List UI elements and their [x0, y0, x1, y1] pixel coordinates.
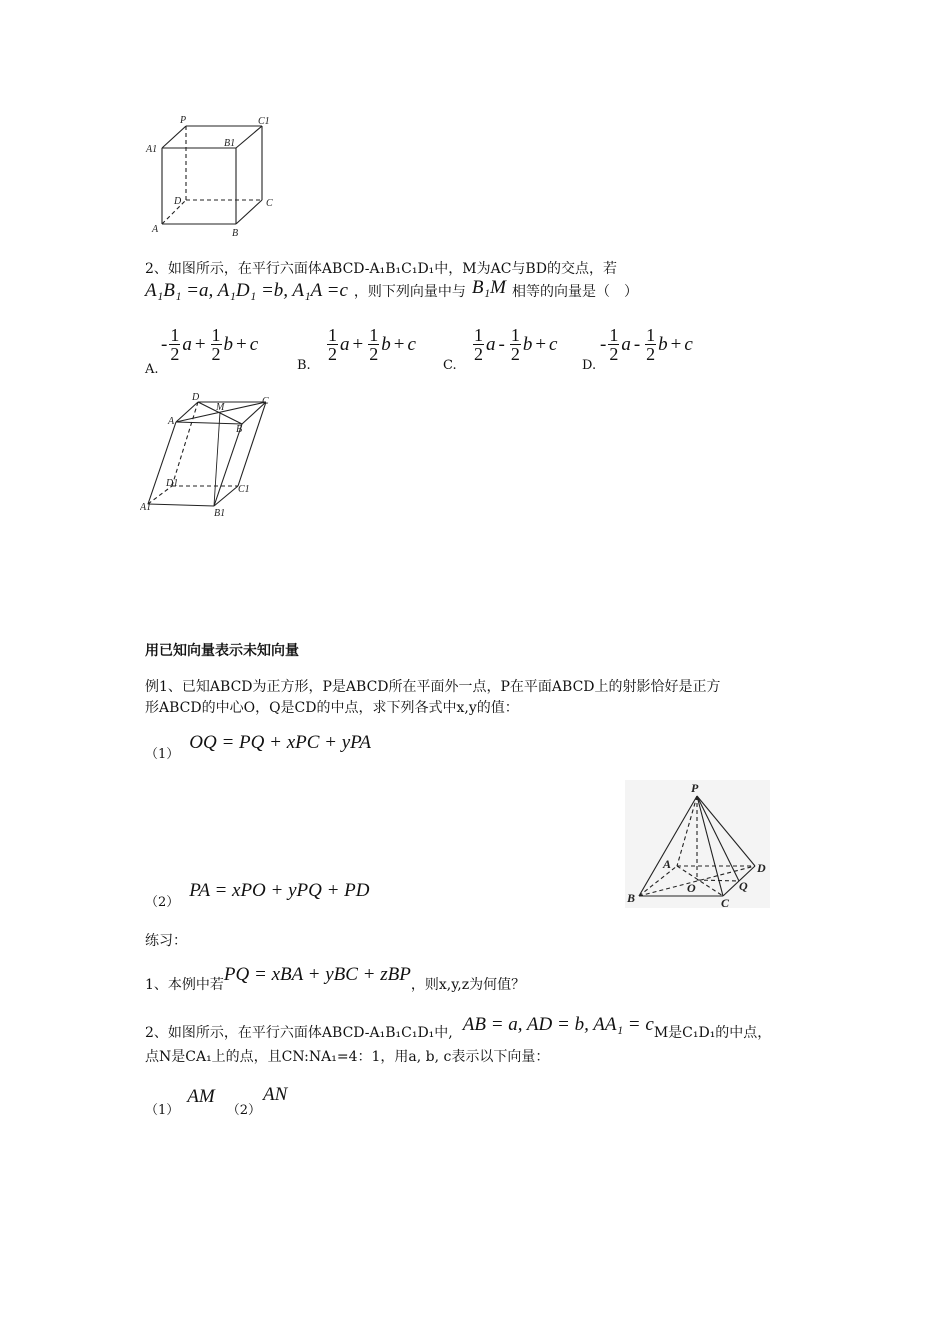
edge — [148, 422, 179, 504]
label-c: C — [721, 896, 730, 908]
option-label: D. — [582, 358, 597, 373]
practice-2-subitems — [145, 1084, 288, 1118]
label-a: A — [168, 416, 175, 427]
label-b1: B1 — [214, 508, 226, 519]
edge — [236, 126, 262, 148]
edge — [176, 422, 242, 424]
cube-figure — [140, 112, 280, 240]
option-expression: - $\frac{1}{2}$ a - $\frac{1}{2}$ b + c — [600, 325, 693, 364]
pyramid-figure — [625, 780, 770, 908]
practice-title: 练习： — [145, 933, 187, 949]
section-heading: 用已知向量表示未知向量 — [145, 643, 299, 659]
label-m: M — [216, 402, 225, 413]
option-label: A. — [145, 362, 159, 377]
label-b: B — [236, 424, 243, 435]
example-line-1: 例1、已知ABCD为正方形，P是ABCD所在平面外一点，P在平面ABCD上的射影恰好是正方 — [145, 679, 721, 695]
example-item-2 — [145, 880, 370, 908]
practice-2-expression: AB = a, AD = b, AA₁ = c — [462, 1014, 654, 1035]
edge — [236, 200, 262, 224]
option-expression: $\frac{1}{2}$ a + $\frac{1}{2}$ b + c — [328, 325, 416, 364]
example-line-2: 形ABCD的中心O，Q是CD的中点，求下列各式中x,y的值： — [145, 700, 519, 716]
question-2-tail1: ，则下列向量中与 — [353, 284, 466, 300]
practice-1-prefix: 1、本例中若 — [145, 977, 224, 993]
item-expression: OQ = PQ + xPC + yPA — [189, 732, 371, 753]
label-b1: B1 — [224, 138, 236, 149]
label-q: Q — [739, 879, 748, 893]
given-vectors: A₁B₁ =a, A₁D₁ =b, A₁A =c — [145, 280, 348, 301]
item-label: （2） — [145, 895, 180, 910]
subitem-1-label: （1） — [145, 1103, 180, 1118]
practice-1-suffix: ，则x,y,z为何值？ — [410, 977, 526, 993]
label-c1: C1 — [258, 116, 270, 127]
edge — [162, 126, 186, 148]
label-c: C — [266, 198, 273, 209]
parallelepiped-figure — [140, 390, 280, 520]
item-expression: PA = xPO + yPQ + PD — [189, 880, 370, 901]
label-b: B — [627, 891, 636, 905]
label-b: B — [232, 228, 239, 239]
practice-2-suffix: M是C₁D₁的中点， — [653, 1025, 772, 1041]
label-d: D — [192, 392, 200, 403]
question-2-tail2: 相等的向量是（ ） — [511, 284, 638, 300]
edge — [148, 504, 214, 506]
hidden-edge — [172, 402, 198, 486]
subitem-1-expression: AM — [187, 1086, 215, 1107]
options-row — [145, 322, 765, 378]
label-c: C — [262, 396, 269, 407]
label-d1: D1 — [166, 478, 179, 489]
label-a1: A1 — [140, 502, 152, 513]
label-p: P — [691, 781, 699, 795]
option-label: C. — [443, 358, 457, 373]
subitem-2-expression: AN — [263, 1084, 288, 1105]
target-vector: B₁M — [471, 277, 506, 298]
item-label: （1） — [145, 747, 180, 762]
question-2-text: 2、如图所示，在平行六面体ABCD-A₁B₁C₁D₁中，M为AC与BD的交点，若 — [145, 261, 617, 277]
label-c1: C1 — [238, 484, 250, 495]
option-label: B. — [297, 358, 311, 373]
label-a1: A1 — [146, 144, 158, 155]
practice-1-expression: PQ = xBA + yBC + zBP — [223, 964, 411, 985]
label-d: D — [174, 196, 182, 207]
practice-2-line-2: 点N是CA₁上的点，且CN:NA₁=4：1，用a, b, c表示以下向量： — [145, 1049, 550, 1065]
practice-2-prefix: 2、如图所示，在平行六面体ABCD-A₁B₁C₁D₁中, — [145, 1025, 453, 1041]
question-2-given-line — [145, 277, 638, 302]
label-p: P — [180, 115, 187, 126]
practice-2 — [145, 1014, 771, 1042]
label-a: A — [152, 224, 159, 235]
label-d: D — [757, 861, 766, 875]
example-item-1 — [145, 732, 371, 760]
practice-1 — [145, 964, 525, 992]
option-expression: - $\frac{1}{2}$ a + $\frac{1}{2}$ b + c — [161, 325, 259, 364]
subitem-2-label: （2） — [226, 1103, 261, 1118]
label-o: O — [687, 881, 696, 895]
option-expression: $\frac{1}{2}$ a - $\frac{1}{2}$ b + c — [474, 325, 558, 364]
label-a: A — [663, 857, 672, 871]
